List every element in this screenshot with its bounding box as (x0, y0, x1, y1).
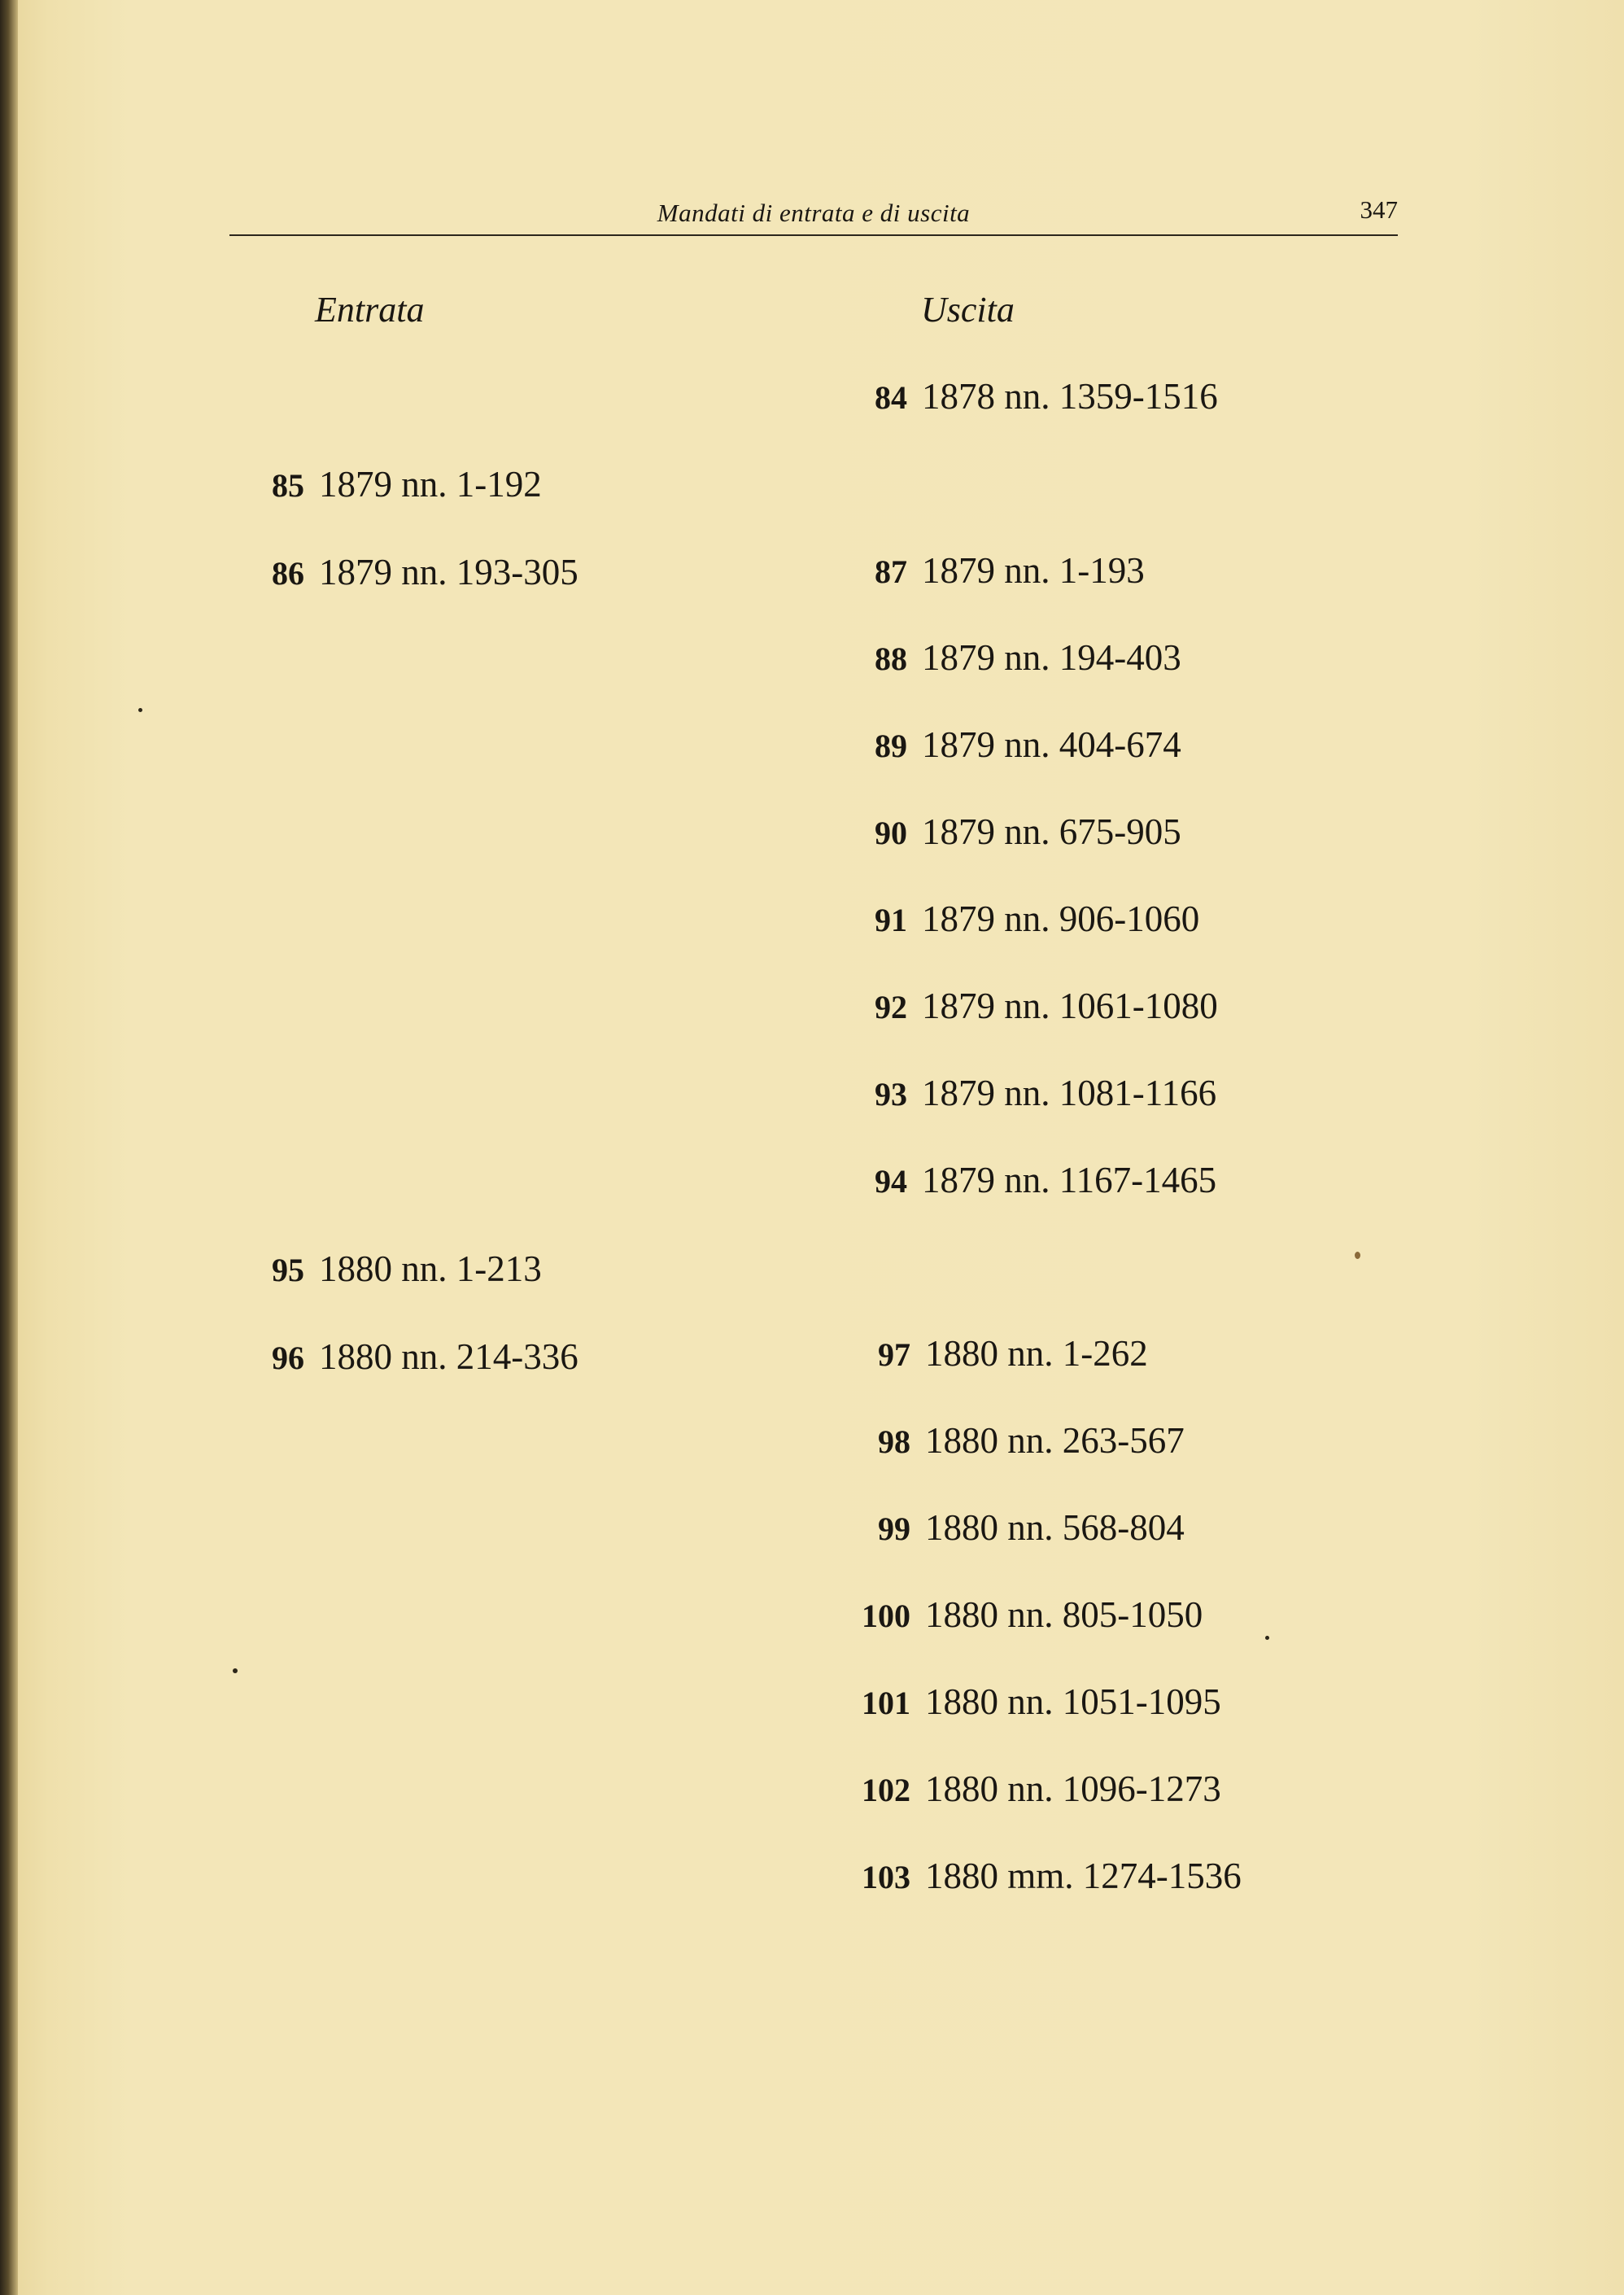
entry-text: 1879 nn. 193-305 (319, 552, 578, 592)
entry-text: 1879 nn. 404-674 (922, 724, 1181, 765)
entry-number: 87 (875, 553, 907, 590)
entry-number: 102 (862, 1772, 910, 1808)
entry-number: 99 (878, 1510, 910, 1547)
entry-number: 100 (862, 1598, 910, 1634)
entry-text: 1880 nn. 1-262 (925, 1333, 1148, 1374)
entry-text: 1880 nn. 1-213 (319, 1248, 542, 1289)
entry-text: 1880 nn. 1051-1095 (925, 1681, 1221, 1722)
paper-speck (1355, 1252, 1360, 1259)
entry-text: 1879 nn. 1-192 (319, 464, 542, 505)
entry-text: 1880 nn. 568-804 (925, 1507, 1185, 1548)
uscita-heading: Uscita (921, 290, 1015, 330)
entry-number: 91 (875, 902, 907, 938)
entry-text: 1879 nn. 1081-1166 (922, 1073, 1217, 1113)
entry-number: 98 (878, 1423, 910, 1460)
entry-number: 93 (875, 1076, 907, 1113)
entry-text: 1879 nn. 906-1060 (922, 898, 1200, 939)
entry-number: 88 (875, 640, 907, 677)
entry-number: 103 (862, 1859, 910, 1895)
entry-number: 86 (272, 555, 304, 592)
entry-number: 85 (272, 467, 304, 504)
paper-speck (233, 1668, 238, 1673)
entry-text: 1878 nn. 1359-1516 (922, 376, 1218, 417)
entry-number: 96 (272, 1340, 304, 1376)
entrata-heading: Entrata (315, 290, 425, 330)
entry-text: 1880 mm. 1274-1536 (925, 1856, 1242, 1896)
entry-text: 1880 nn. 214-336 (319, 1336, 578, 1377)
running-header (229, 195, 1398, 236)
entry-number: 97 (878, 1336, 910, 1373)
entry-number: 94 (875, 1163, 907, 1200)
entry-number: 92 (875, 989, 907, 1025)
entry-number: 101 (862, 1685, 910, 1721)
paper-speck (1265, 1636, 1269, 1640)
entry-text: 1879 nn. 675-905 (922, 811, 1181, 852)
entry-number: 90 (875, 815, 907, 851)
entry-text: 1879 nn. 1-193 (922, 550, 1145, 591)
entry-text: 1880 nn. 805-1050 (925, 1594, 1203, 1635)
page-number: 347 (1360, 195, 1398, 224)
entry-text: 1880 nn. 1096-1273 (925, 1768, 1221, 1809)
entry-text: 1879 nn. 1061-1080 (922, 986, 1218, 1026)
entry-text: 1879 nn. 1167-1465 (922, 1160, 1217, 1200)
entry-number: 84 (875, 379, 907, 416)
entry-text: 1880 nn. 263-567 (925, 1420, 1185, 1461)
paper-speck (138, 708, 142, 712)
book-spine-edge (0, 0, 18, 2295)
entry-number: 95 (272, 1252, 304, 1288)
entry-text: 1879 nn. 194-403 (922, 637, 1181, 678)
running-title: Mandati di entrata e di uscita (657, 199, 971, 227)
entry-number: 89 (875, 728, 907, 764)
